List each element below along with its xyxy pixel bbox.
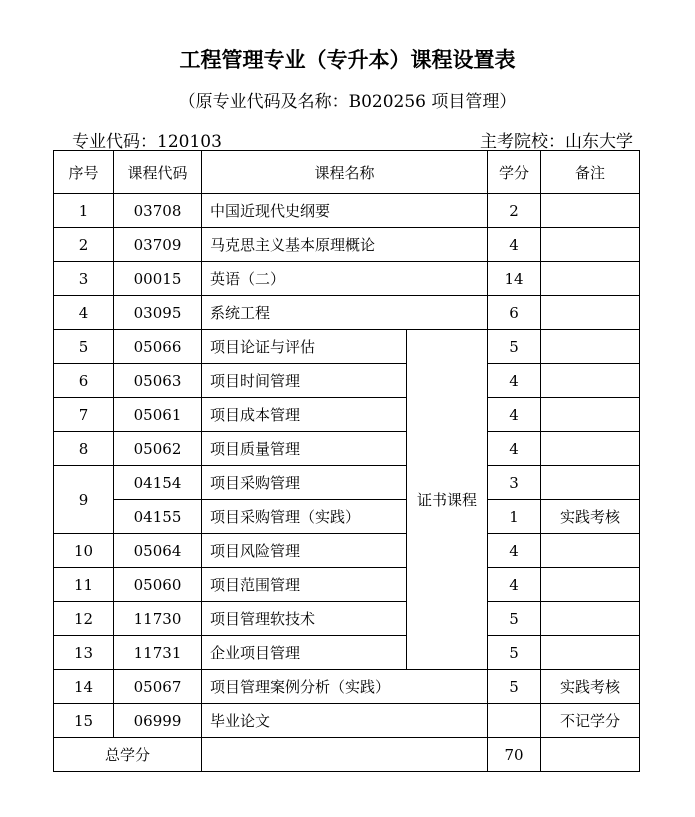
cell-name: 项目采购管理（实践） bbox=[202, 500, 407, 534]
cell-credit: 4 bbox=[488, 364, 541, 398]
cell-credit: 3 bbox=[488, 466, 541, 500]
cell-credit: 4 bbox=[488, 568, 541, 602]
table-row bbox=[54, 398, 640, 432]
cell-name: 马克思主义基本原理概论 bbox=[202, 228, 488, 262]
cell-code: 05064 bbox=[114, 534, 202, 568]
header-code: 课程代码 bbox=[114, 151, 202, 194]
cell-note bbox=[541, 228, 640, 262]
school-value: 山东大学 bbox=[565, 132, 633, 152]
school-label: 主考院校： bbox=[480, 132, 565, 152]
cell-seq: 10 bbox=[54, 534, 114, 568]
cell-credit: 2 bbox=[488, 194, 541, 228]
cell-seq: 4 bbox=[54, 296, 114, 330]
cell-name: 毕业论文 bbox=[202, 704, 488, 738]
cell-credit: 4 bbox=[488, 534, 541, 568]
cell-seq: 2 bbox=[54, 228, 114, 262]
table-row bbox=[54, 602, 640, 636]
course-table bbox=[53, 150, 640, 772]
cell-note bbox=[541, 296, 640, 330]
cell-note bbox=[541, 398, 640, 432]
cell-code: 03095 bbox=[114, 296, 202, 330]
header-credit: 学分 bbox=[488, 151, 541, 194]
cell-credit: 4 bbox=[488, 228, 541, 262]
cell-note bbox=[541, 364, 640, 398]
cell-seq: 7 bbox=[54, 398, 114, 432]
major-code-value: 120103 bbox=[157, 132, 222, 152]
cell-seq: 15 bbox=[54, 704, 114, 738]
table-row bbox=[54, 296, 640, 330]
cell-seq: 1 bbox=[54, 194, 114, 228]
major-code-label: 专业代码： bbox=[72, 132, 157, 152]
cell-seq: 6 bbox=[54, 364, 114, 398]
cell-name: 项目论证与评估 bbox=[202, 330, 407, 364]
cell-code: 05061 bbox=[114, 398, 202, 432]
cell-name: 项目管理软技术 bbox=[202, 602, 407, 636]
page-title: 工程管理专业（专升本）课程设置表 bbox=[179, 48, 516, 72]
cell-seq: 14 bbox=[54, 670, 114, 704]
page-subtitle: （原专业代码及名称：B020256 项目管理） bbox=[178, 92, 517, 112]
header-note: 备注 bbox=[541, 151, 640, 194]
cell-note bbox=[541, 602, 640, 636]
cell-note bbox=[541, 262, 640, 296]
table-row bbox=[54, 670, 640, 704]
cell-name: 项目范围管理 bbox=[202, 568, 407, 602]
cell-code: 05067 bbox=[114, 670, 202, 704]
cell-credit bbox=[488, 704, 541, 738]
table-row bbox=[54, 534, 640, 568]
cell-code: 00015 bbox=[114, 262, 202, 296]
table-header-row bbox=[54, 151, 640, 194]
school-line bbox=[480, 127, 633, 152]
cell-note bbox=[541, 194, 640, 228]
cell-code: 05063 bbox=[114, 364, 202, 398]
cell-note bbox=[541, 432, 640, 466]
cell-name: 项目成本管理 bbox=[202, 398, 407, 432]
cell-name: 项目管理案例分析（实践） bbox=[202, 670, 488, 704]
cell-name: 项目采购管理 bbox=[202, 466, 407, 500]
header-seq: 序号 bbox=[54, 151, 114, 194]
cell-credit: 4 bbox=[488, 432, 541, 466]
cell-seq: 11 bbox=[54, 568, 114, 602]
cell-note: 实践考核 bbox=[541, 670, 640, 704]
cell-credit: 5 bbox=[488, 602, 541, 636]
table-row bbox=[54, 194, 640, 228]
cell-note: 不记学分 bbox=[541, 704, 640, 738]
total-credit: 70 bbox=[488, 738, 541, 772]
cell-credit: 6 bbox=[488, 296, 541, 330]
cell-code: 11730 bbox=[114, 602, 202, 636]
table-row bbox=[54, 364, 640, 398]
table-row bbox=[54, 568, 640, 602]
cell-name: 系统工程 bbox=[202, 296, 488, 330]
cell-note bbox=[541, 534, 640, 568]
cell-code: 03709 bbox=[114, 228, 202, 262]
cell-name: 企业项目管理 bbox=[202, 636, 407, 670]
cell-credit: 5 bbox=[488, 330, 541, 364]
cell-seq: 8 bbox=[54, 432, 114, 466]
cell-code: 05066 bbox=[114, 330, 202, 364]
cell-note bbox=[541, 330, 640, 364]
major-code-line bbox=[72, 127, 222, 152]
total-name-blank bbox=[202, 738, 488, 772]
cell-code: 05062 bbox=[114, 432, 202, 466]
cell-code: 06999 bbox=[114, 704, 202, 738]
cell-name: 英语（二） bbox=[202, 262, 488, 296]
cell-name: 项目风险管理 bbox=[202, 534, 407, 568]
cell-credit: 14 bbox=[488, 262, 541, 296]
total-label: 总学分 bbox=[54, 738, 202, 772]
cell-credit: 5 bbox=[488, 670, 541, 704]
cell-code: 11731 bbox=[114, 636, 202, 670]
cell-seq: 12 bbox=[54, 602, 114, 636]
table-row bbox=[54, 500, 640, 534]
cell-credit: 5 bbox=[488, 636, 541, 670]
table-row bbox=[54, 228, 640, 262]
cell-code: 04155 bbox=[114, 500, 202, 534]
cell-code: 03708 bbox=[114, 194, 202, 228]
cell-code: 05060 bbox=[114, 568, 202, 602]
table-row bbox=[54, 636, 640, 670]
table-row bbox=[54, 330, 640, 364]
cell-note bbox=[541, 568, 640, 602]
header-name: 课程名称 bbox=[202, 151, 488, 194]
cell-credit: 4 bbox=[488, 398, 541, 432]
table-row bbox=[54, 262, 640, 296]
total-note-blank bbox=[541, 738, 640, 772]
cell-name: 项目质量管理 bbox=[202, 432, 407, 466]
cell-credit: 1 bbox=[488, 500, 541, 534]
cell-note bbox=[541, 636, 640, 670]
cell-seq: 5 bbox=[54, 330, 114, 364]
cell-seq: 3 bbox=[54, 262, 114, 296]
cell-code: 04154 bbox=[114, 466, 202, 500]
cell-name: 项目时间管理 bbox=[202, 364, 407, 398]
cell-name: 中国近现代史纲要 bbox=[202, 194, 488, 228]
cell-seq: 13 bbox=[54, 636, 114, 670]
cell-seq: 9 bbox=[54, 466, 114, 534]
table-row bbox=[54, 466, 640, 500]
cell-note: 实践考核 bbox=[541, 500, 640, 534]
cert-course-label: 证书课程 bbox=[407, 330, 488, 670]
total-row bbox=[54, 738, 640, 772]
cell-note bbox=[541, 466, 640, 500]
table-row bbox=[54, 704, 640, 738]
table-row bbox=[54, 432, 640, 466]
